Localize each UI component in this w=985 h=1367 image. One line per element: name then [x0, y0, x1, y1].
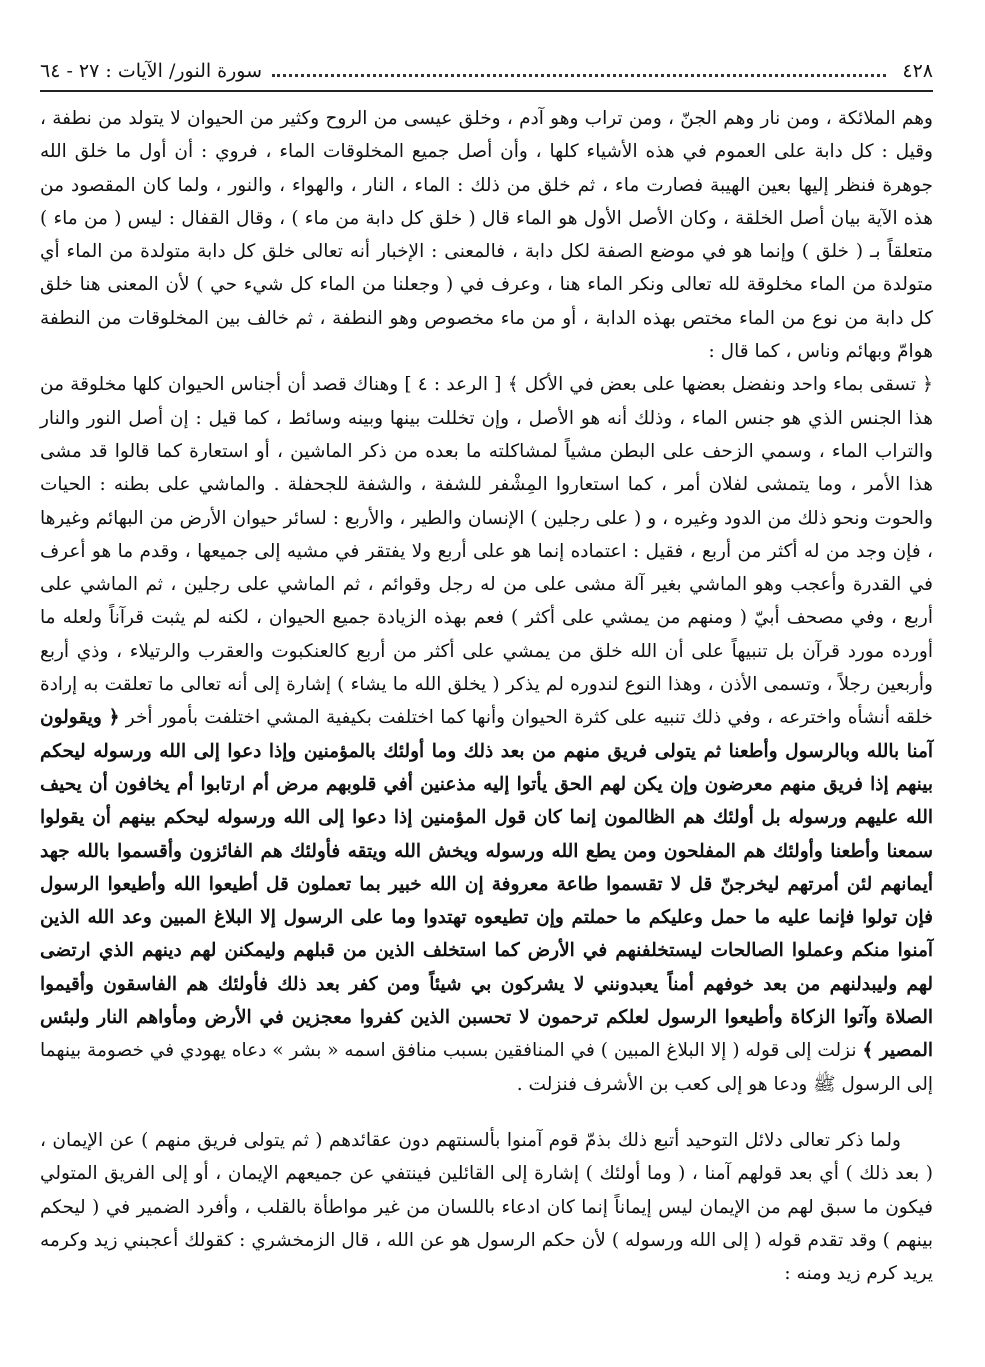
quran-quote-raad: ﴿ تسقى بماء واحد ونفضل بعضها على بعض في الأكل ﴾: [507, 374, 933, 396]
commentary-text-1: وهم الملائكة ، ومن نار وهم الجنّ ، ومن تراب وهو آدم ، وخلق عيسى من الروح وكثير من الحيوان لا يتولد من نطفة ، وقيل : كل دابة على العموم في هذه الأشياء كلها ، وأن أصل جميع المخلوقات الماء ، فروي : أن أول ما خلق الله جوهرة فنظر إليها بعين الهيبة فصارت ماء ، ثم خلق من ذلك : الماء ، النار ، والهواء ، والنور ، ولما كان المقصود من هذه الآية بيان أصل الخلقة ، وكان الأصل الأول هو الماء قال ( خلق كل دابة من ماء ) ، وقال القفال : ليس ( من ماء ) متعلقاً بـ ( خلق ) وإنما هو في موضع الصفة لكل دابة ، فالمعنى : الإخبار أنه تعالى خلق كل دابة متولدة من الماء أي متولدة من الماء مخلوقة لله تعالى ونكر الماء هنا ، وعرف في ( وجعلنا من الماء كل شيء حي ) لأن المعنى هنا خلق كل دابة من نوع من الماء مختص بهذه الدابة ، أو من ماء مخصوص وهو النطفة ، ثم خالف بين المخلوقات من النطفة هوامّ وبهائم وناس ، كما قال :: [40, 108, 933, 363]
page-body: [40, 102, 933, 1290]
commentary-text-3: نزلت إلى قوله ( إلا البلاغ المبين ) في المنافقين بسبب منافق اسمه « بشر » دعاه يهودي في خصومة بينهما إلى الرسول ﷺ ودعا هو إلى كعب بن الأشرف فنزلت .: [40, 1040, 933, 1095]
dotted-leader: [272, 74, 886, 77]
page-number: ٤٢٨: [902, 60, 933, 82]
paragraph-second: ولما ذكر تعالى دلائل التوحيد أتبع ذلك بذمّ قوم آمنوا بألسنتهم دون عقائدهم ( ثم يتولى فريق منهم ) عن الإيمان ، ( بعد ذلك ) أي بعد قولهم آمنا ، ( وما أولئك ) إشارة إلى القائلين فينتفي عن جميعهم الإيمان ، أو إلى الفريق المتولي فيكون ما سبق لهم من الإيمان ليس إيماناً إنما كان ادعاء باللسان من غير مواطأة بالقلب ، وأفرد الضمير في ( ليحكم بينهم ) وقد تقدم قوله ( إلى الله ورسوله ) لأن حكم الرسول هو عن الله ، قال الزمخشري : كقولك أعجبني زيد وكرمه يريد كرم زيد ومنه :: [40, 1129, 933, 1285]
quran-verses-bold: ﴿ ويقولون آمنا بالله وبالرسول وأطعنا ثم يتولى فريق منهم من بعد ذلك وما أولئك بالمؤمنين وإذا دعوا إلى الله ورسوله ليحكم بينهم إذا فريق منهم معرضون وإن يكن لهم الحق يأتوا إليه مذعنين أفي قلوبهم مرض أم ارتابوا أم يخافون أن يحيف الله عليهم ورسوله بل أولئك هم الظالمون إنما كان قول المؤمنين إذا دعوا إلى الله ورسوله ليحكم بينهم أن يقولوا سمعنا وأطعنا وأولئك هم المفلحون ومن يطع الله ورسوله ويخش الله ويتقه فأولئك هم الفائزون وأقسموا بالله جهد أيمانهم لئن أمرتهم ليخرجنّ قل لا تقسموا طاعة معروفة إن الله خبير بما تعملون قل أطيعوا الله وأطيعوا الرسول فإن تولوا فإنما عليه ما حمل وعليكم ما حملتم وإن تطيعوه تهتدوا وما على الرسول إلا البلاغ المبين وعد الله الذين آمنوا منكم وعملوا الصالحات ليستخلفنهم في الأرض كما استخلف الذين من قبلهم وليمكنن لهم دينهم الذي ارتضى لهم وليبدلنهم من بعد خوفهم أمناً يعبدونني لا يشركون بي شيئاً ومن كفر بعد ذلك فأولئك هم الفاسقون وأقيموا الصلاة وآتوا الزكاة وأطيعوا الرسول لعلكم ترحمون لا تحسبن الذين كفروا معجزين في الأرض ومأواهم النار ولبئس المصير ﴾: [40, 707, 933, 1062]
surah-label: سورة النور/ الآيات : ٢٧ - ٦٤: [40, 60, 263, 82]
commentary-text-2: [ الرعد : ٤ ] وهناك قصد أن أجناس الحيوان كلها مخلوقة من هذا الجنس الذي هو جنس الماء ، وذلك أنه هو الأصل ، وإن تخللت بينها وبينه وسائط ، كما قيل : إن أصل النور والنار والتراب الماء ، وسمي الزحف على البطن مشياً لمشاكلته ما بعده من ذكر الماشين ، أو استعارة كما قالوا قد مشى هذا الأمر ، وما يتمشى لفلان أمر ، كما استعاروا المِشْفر للشفة ، والشفة للجحفلة . والماشي على بطنه : الحيات والحوت ونحو ذلك من الدود وغيره ، و ( على رجلين ) الإنسان والطير ، والأربع : لسائر حيوان الأرض من البهائم وغيرها ، فإن وجد من له أكثر من أربع ، فقيل : اعتماده إنما هو على أربع ولا يفتقر في مشيه إلى جميعها ، وقدم ما هو أعرف في القدرة وأعجب وهو الماشي بغير آلة مشى على من له رجل وقوائم ، ثم الماشي على رجلين ، ثم الماشي على أربع ، وفي مصحف أبيّ ( ومنهم من يمشي على أكثر ) فعم بهذه الزيادة جميع الحيوان ، لكنه لم يثبت قرآناً ولعله ما أورده مورد قرآن بل تنبيهاً على أن الله خلق من يمشي على أكثر من أربع كالعنكبوت والعقرب والرتيلاء ، وذي أربع وأربعين رجلاً ، وتسمى الأذن ، وهذا النوع لندوره لم يذكر ( يخلق الله ما يشاء ) إشارة إلى أنه تعالى ما تعلقت به إرادة خلقه أنشأه واخترعه ، وفي ذلك تنبيه على كثرة الحيوان وأنها كما اختلفت بكيفية المشي اختلفت بأمور أخر: [40, 374, 933, 729]
paragraph-commentary: [40, 102, 933, 1101]
running-header: [40, 52, 933, 92]
